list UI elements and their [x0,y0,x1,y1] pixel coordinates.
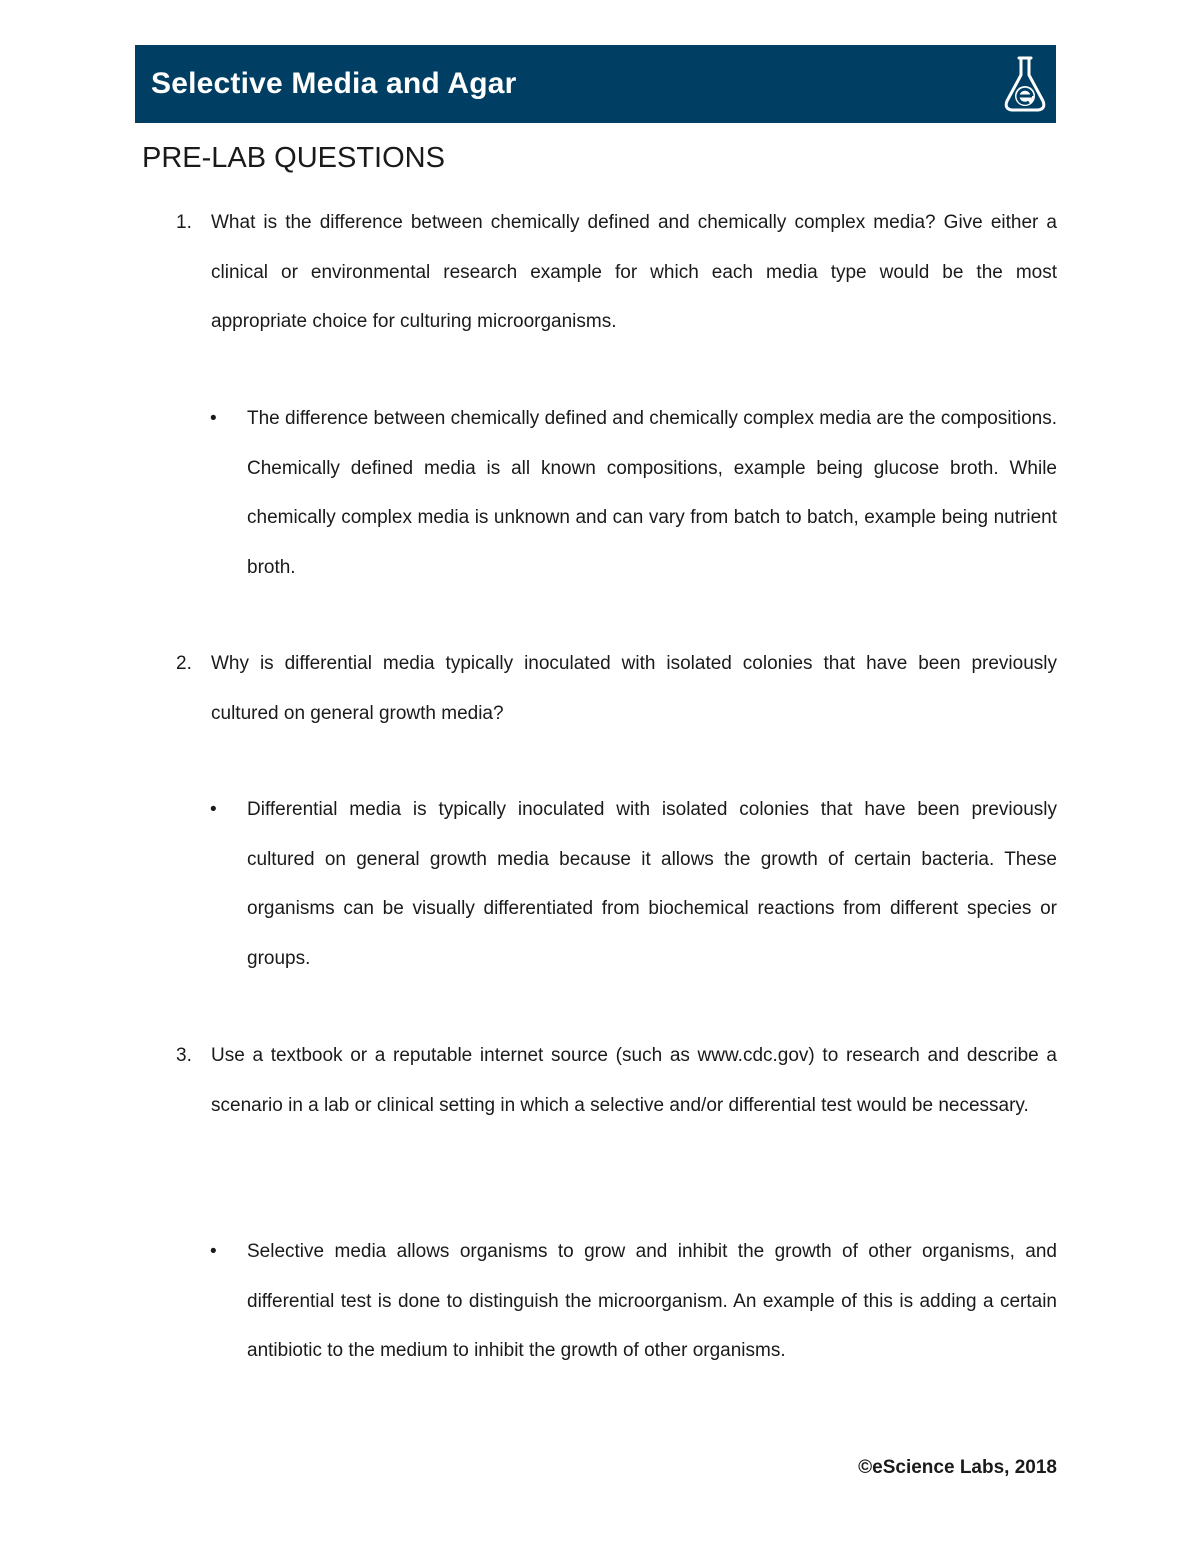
question-number: 2. [176,653,192,674]
bullet-icon: • [210,799,217,820]
question-text: Why is differential media typically inoculated with isolated colonies that have been previously cultured on general growth media? [211,653,1057,724]
question-number: 1. [176,212,192,233]
section-title: PRE-LAB QUESTIONS [142,142,445,174]
document-title: Selective Media and Agar [151,67,517,100]
header-banner [135,45,1056,123]
answer-text: Differential media is typically inoculated with isolated colonies that have been previously cultured on general growth media because it allows the growth of certain bacteria. These organisms can be visually differentiated from biochemical reactions from different species or groups. [247,799,1057,969]
bullet-icon: • [210,408,217,429]
question-text: What is the difference between chemically defined and chemically complex media? Give either a clinical or environmental research example for which each media type would be the most appropriate choice for culturing microorganisms. [211,212,1057,332]
answer-text: Selective media allows organisms to grow and inhibit the growth of other organisms, and differential test is done to distinguish the microorganism. An example of this is adding a certain antibiotic to the medium to inhibit the growth of other organisms. [247,1241,1057,1361]
answer-text: The difference between chemically defined and chemically complex media are the compositions. Chemically defined media is all known compositions, example being glucose broth. While chemically complex media is unknown and can vary from batch to batch, example being nutrient broth. [247,408,1057,578]
question-number: 3. [176,1045,192,1066]
question-text: Use a textbook or a reputable internet source (such as www.cdc.gov) to research and describe a scenario in a lab or clinical setting in which a selective and/or differential test would be necessary. [211,1045,1057,1116]
copyright-footer: ©eScience Labs, 2018 [858,1457,1057,1478]
bullet-icon: • [210,1241,217,1262]
flask-e-icon [1002,55,1048,113]
